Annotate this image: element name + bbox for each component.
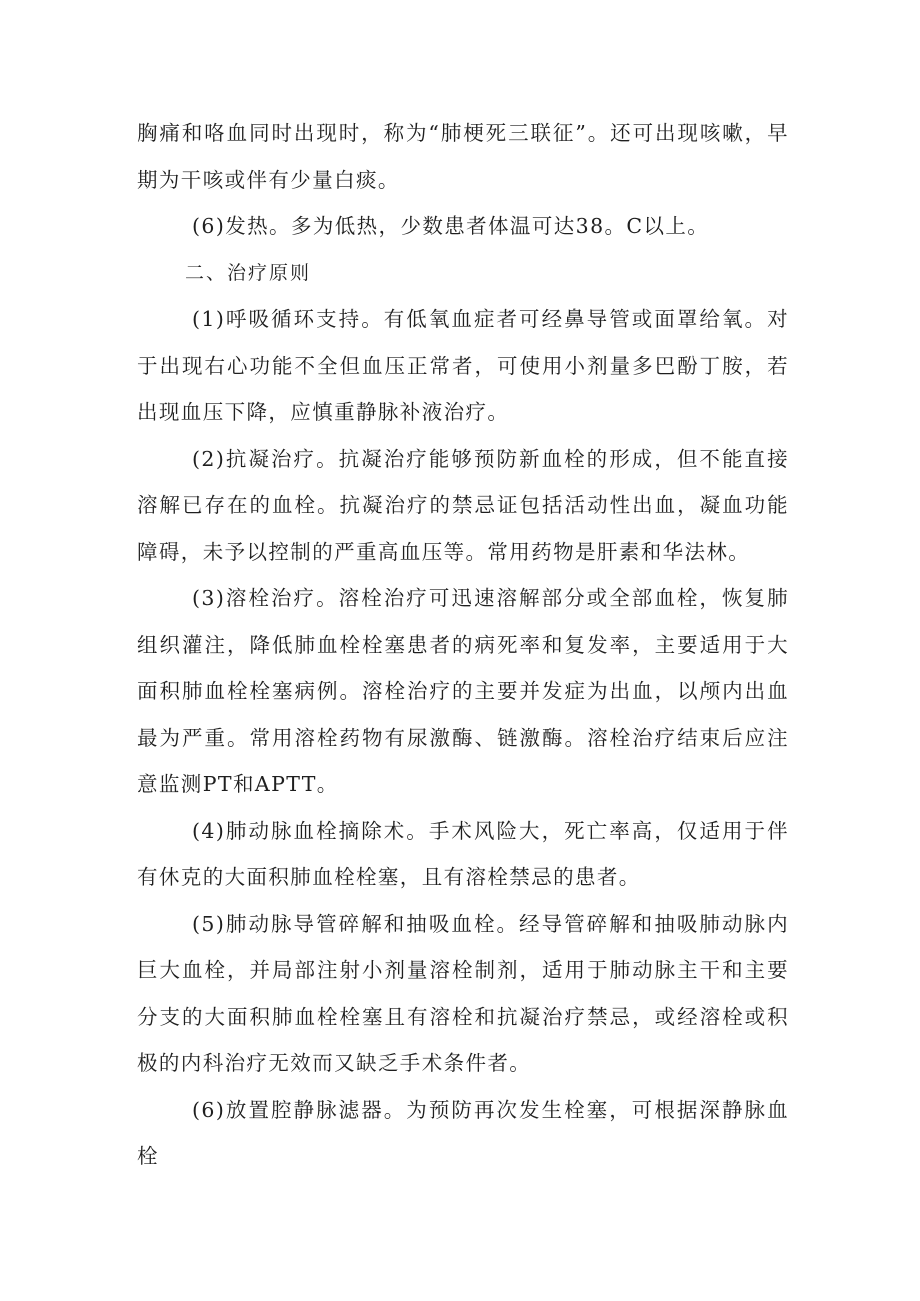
- paragraph-anticoagulation: (2)抗凝治疗。抗凝治疗能够预防新血栓的形成，但不能直接溶解已存在的血栓。抗凝治疗的禁忌证包括活动性出血，凝血功能障碍，未予以控制的严重高血压等。常用药物是肝素和华法林。: [137, 446, 789, 564]
- paragraph-fever: (6)发热。多为低热，少数患者体温可达38。C以上。: [192, 214, 710, 238]
- paragraph-symptoms-continued: 胸痛和咯血同时出现时，称为“肺梗死三联征”。还可出现咳嗽，早期为干咳或伴有少量白痰。: [137, 121, 789, 192]
- paragraph-vena-cava-filter: (6)放置腔静脉滤器。为预防再次发生栓塞，可根据深静脉血栓: [137, 1097, 789, 1168]
- paragraph-thrombolysis: (3)溶栓治疗。溶栓治疗可迅速溶解部分或全部血栓，恢复肺组织灌注，降低肺血栓栓塞患者的病死率和复发率，主要适用于大面积肺血栓栓塞病例。溶栓治疗的主要并发症为出血，以颅内出血最为严重。常用溶栓药物有尿激酶、链激酶。溶栓治疗结束后应注意监测PT和APTT。: [137, 586, 789, 796]
- paragraph-embolectomy: (4)肺动脉血栓摘除术。手术风险大，死亡率高，仅适用于伴有休克的大面积肺血栓栓塞，且有溶栓禁忌的患者。: [137, 818, 789, 889]
- paragraph-catheter-fragmentation: (5)肺动脉导管碎解和抽吸血栓。经导管碎解和抽吸肺动脉内巨大血栓，并局部注射小剂量溶栓制剂，适用于肺动脉主干和主要分支的大面积肺血栓栓塞且有溶栓和抗凝治疗禁忌，或经溶栓或积极的内科治疗无效而又缺乏手术条件者。: [137, 911, 789, 1075]
- section-heading-treatment: 二、治疗原则: [185, 261, 312, 284]
- document-body: [137, 110, 789, 1180]
- paragraph-respiratory-support: (1)呼吸循环支持。有低氧血症者可经鼻导管或面罩给氧。对于出现右心功能不全但血压正常者，可使用小剂量多巴酚丁胺，若出现血压下降，应慎重静脉补液治疗。: [137, 307, 789, 424]
